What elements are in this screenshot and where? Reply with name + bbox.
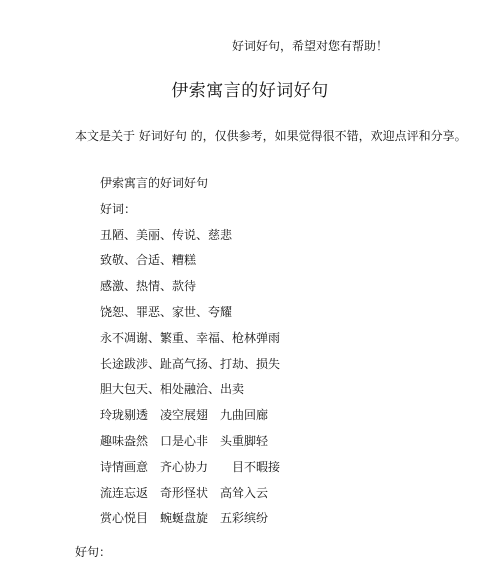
word-line: 致敬、合适、糟糕 [100, 253, 197, 268]
word-line: 胆大包天、相处融洽、出卖 [100, 382, 245, 397]
content-list [100, 175, 480, 536]
page-title: 伊索寓言的好词好句 [171, 81, 329, 101]
header-note: 好词好句，希望对您有帮助！ [232, 39, 389, 53]
word-line: 玲珑剔透 凌空展翅 九曲回廊 [100, 408, 269, 423]
word-line: 流连忘返 奇形怪状 高耸入云 [100, 485, 269, 500]
word-line: 丑陋、美丽、传说、慈悲 [100, 227, 233, 242]
word-line: 感激、热情、款待 [100, 279, 197, 294]
word-line: 饶恕、罪恶、家世、夸耀 [100, 304, 233, 319]
subtitle-line: 伊索寓言的好词好句 [100, 176, 209, 190]
word-line: 诗情画意 齐心协力 目不暇接 [100, 459, 281, 474]
word-line: 永不凋谢、繁重、幸福、枪林弹雨 [100, 330, 281, 345]
word-line: 趣味盎然 口是心非 头重脚轻 [100, 433, 269, 448]
section-label-good-sentences: 好句： [75, 545, 112, 559]
word-line: 长途跋涉、趾高气扬、打劫、损失 [100, 356, 281, 371]
section-label-good-words: 好词： [100, 201, 137, 216]
intro-paragraph: 本文是关于 好词好句 的，仅供参考，如果觉得很不错，欢迎点评和分享。 [75, 129, 467, 143]
word-line: 赏心悦目 蜿蜒盘旋 五彩缤纷 [100, 511, 269, 526]
